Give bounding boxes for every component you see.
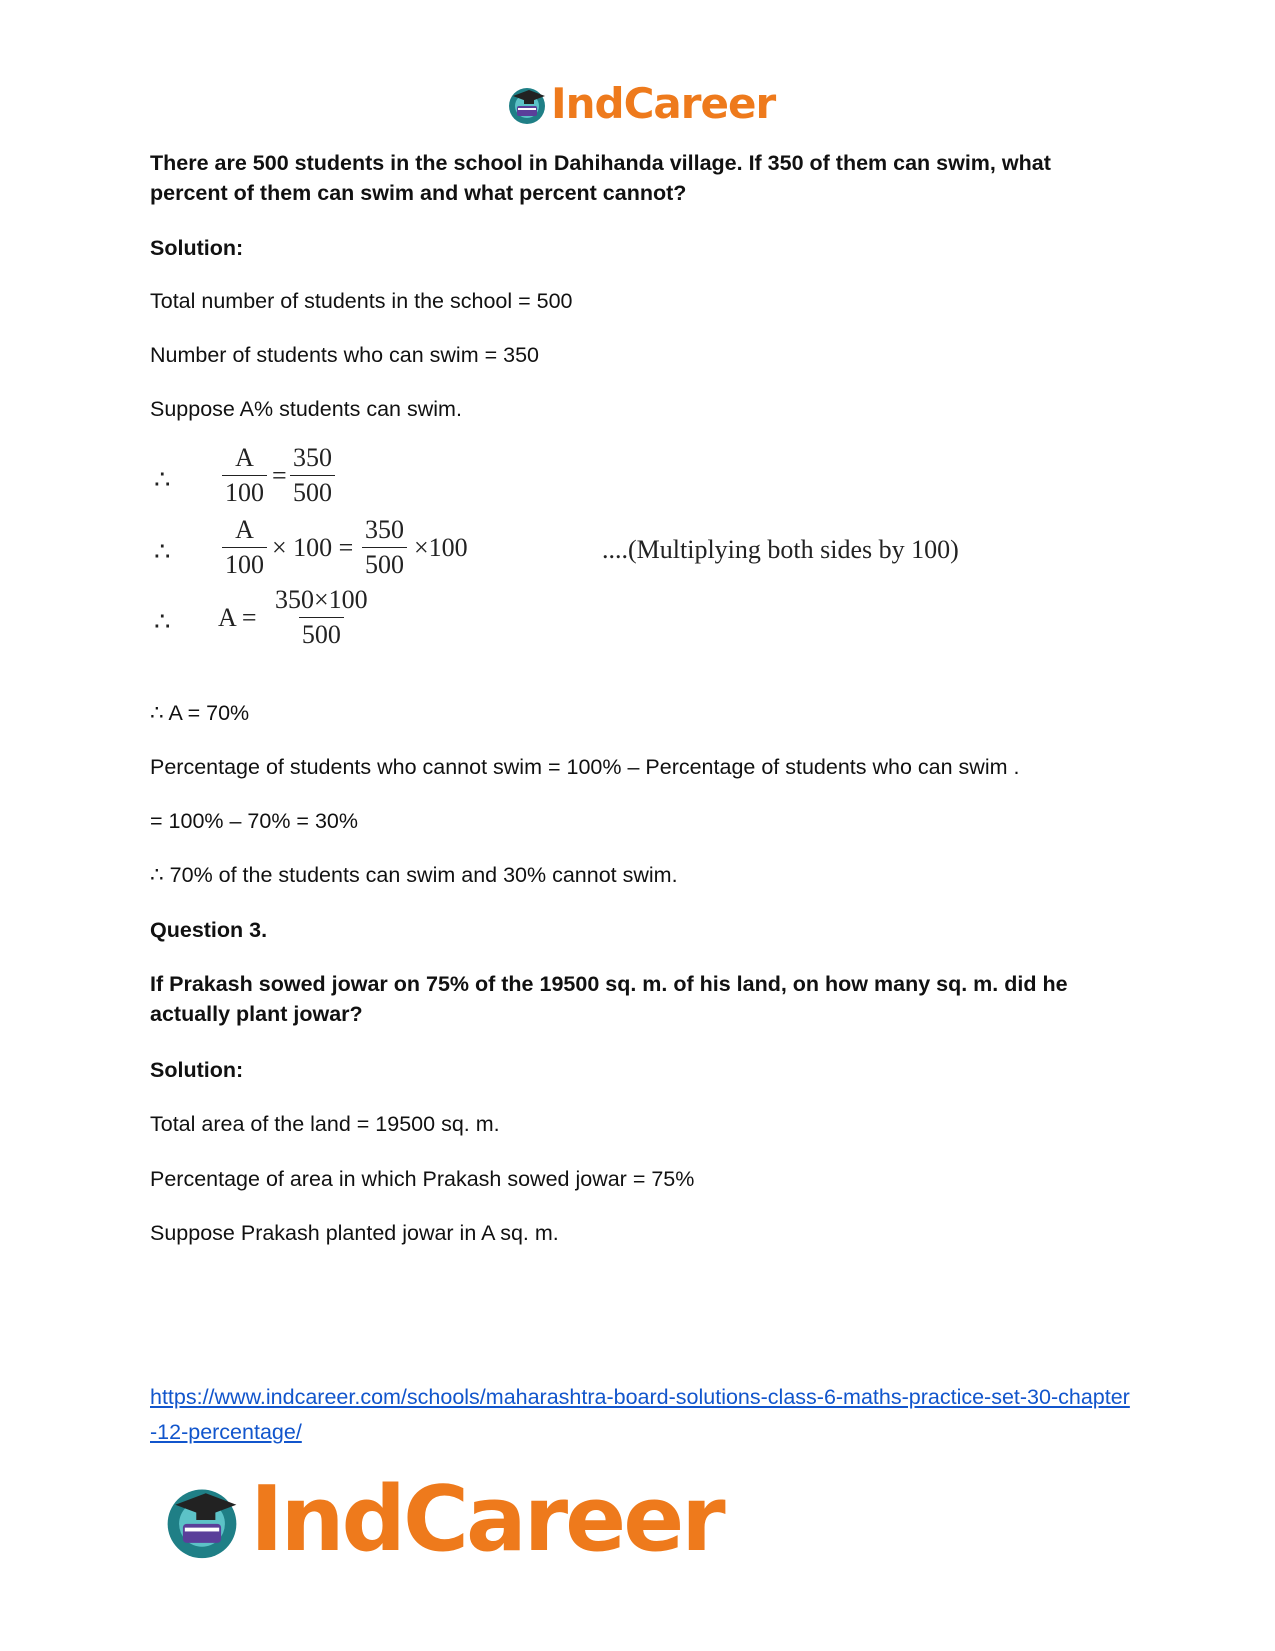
fraction: $\frac{A}{100}$ [222, 441, 267, 510]
fraction: $\frac{A}{100}$ [222, 513, 267, 582]
fraction: $\frac{350}{500}$ [290, 441, 335, 510]
fraction: $\frac{350\times 100}{500}$ [272, 583, 371, 652]
equals-sign: = [272, 461, 287, 490]
question-text: If Prakash sowed jowar on 75% of the 19500 sq. m. of his land, on how many sq. m. did he actually plant jowar? [150, 972, 1068, 1026]
result-line: ∴ 70% of the students can swim and 30% cannot swim. [150, 863, 678, 887]
solution-line: Percentage of area in which Prakash sowed jowar = 75% [150, 1167, 695, 1191]
equation-block [150, 443, 1050, 685]
graduation-cap-icon [505, 82, 549, 126]
logo-text: IndCareer [250, 1467, 723, 1572]
solution-line: Suppose A% students can swim. [150, 397, 462, 421]
result-line: = 100% – 70% = 30% [150, 809, 358, 833]
graduation-cap-icon [160, 1478, 244, 1562]
therefore-symbol: ∴ [154, 465, 171, 494]
header-logo [505, 80, 775, 128]
therefore-symbol: ∴ [154, 607, 171, 636]
equation-lhs: A = [218, 603, 257, 632]
multiply-text: ×100 [414, 533, 468, 562]
footer-logo [160, 1467, 723, 1572]
solution-label: Solution: [150, 1058, 244, 1082]
therefore-symbol: ∴ [154, 537, 171, 566]
multiply-text: × 100 = [272, 533, 354, 562]
equation-note: ....(Multiplying both sides by 100) [602, 535, 959, 564]
question-text: There are 500 students in the school in Dahihanda village. If 350 of them can swim, what percent of them can swim and what percent cannot? [150, 151, 1051, 205]
fraction: $\frac{350}{500}$ [362, 513, 407, 582]
source-link[interactable]: https://www.indcareer.com/schools/maharashtra-board-solutions-class-6-maths-practice-set-30-chapter-12-percentage/ [150, 1385, 1130, 1444]
logo-text: IndCareer [551, 79, 776, 128]
solution-line: Total area of the land = 19500 sq. m. [150, 1112, 500, 1136]
result-line: ∴ A = 70% [150, 701, 250, 725]
solution-line: Number of students who can swim = 350 [150, 343, 539, 367]
result-line: Percentage of students who cannot swim = 100% – Percentage of students who can swim . [150, 755, 1020, 779]
solution-line: Total number of students in the school = 500 [150, 289, 573, 313]
solution-label: Solution: [150, 236, 244, 260]
question-heading: Question 3. [150, 918, 268, 942]
solution-line: Suppose Prakash planted jowar in A sq. m. [150, 1221, 559, 1245]
